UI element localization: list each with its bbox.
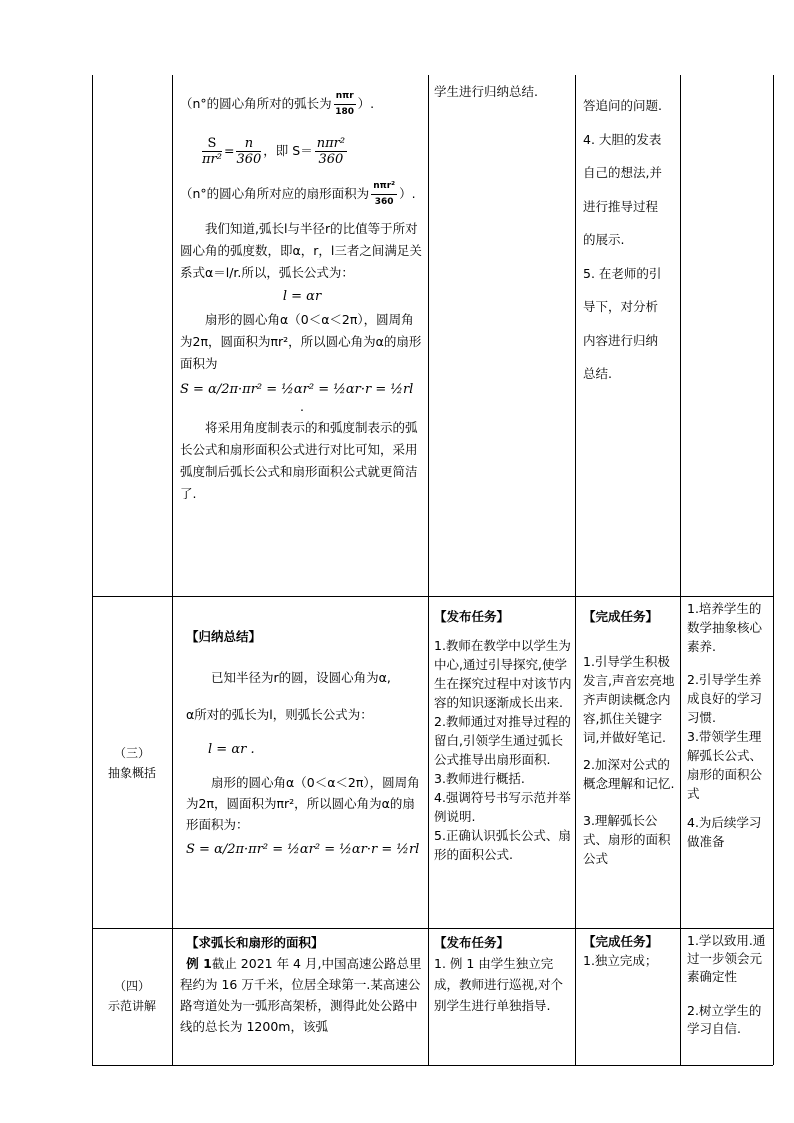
table-border-bottom: [92, 1065, 773, 1066]
row-label: （四） 示范讲解: [107, 979, 156, 1013]
arc-formula: l = αr: [282, 289, 322, 304]
content-cell: 【归纳总结】 已知半径为r的圆，设圆心角为α, α所对的弧长为l，则弧长公式为： l = αr . 扇形的圆心角α（0＜α＜2π），圆周角为2π，圆面积为πr²，所以圆心角为α的扇形面积为： S = α/2π·πr² = ½αr² = ½αr·r = ½rl: [186, 629, 420, 857]
paragraph: 我们知道,弧长l与半径r的比值等于所对圆心角的弧度数，即α，r，l三者之间满足关系式α＝l/r.所以，弧长公式为：: [180, 221, 422, 280]
row-label: （三） 抽象概括: [107, 746, 156, 780]
arc-length-note: （n°的圆心角所对的弧长为 $\frac{\text{nπr}}{180}$ ）.: [180, 91, 375, 117]
table-border-right: [773, 75, 774, 1065]
student-cell: 【完成任务】 1.独立完成；: [583, 934, 659, 968]
content-cell: 【求弧长和扇形的面积】 例 1截止 2021 年 4 月,中国高速公路总里程约为 16 万千米，位居全球第一.某高速公路弯道处为一弧形高架桥，测得此处公路中线的总长为 1200m，该弧: [180, 935, 422, 1034]
row-divider: [92, 596, 773, 597]
lesson-table: [92, 75, 773, 1065]
student-cell: 【完成任务】 1.引导学生积极发言,声音宏亮地齐声朗读概念内容,抓住关键字词,并做好笔记. 2.加深对公式的概念理解和记忆. 3.理解弧长公式、扇形的面积公式: [583, 609, 675, 866]
row-divider: [92, 928, 773, 929]
area-note: （n°的圆心角所对应的扇形面积为 $\frac{\text{nπr²}}{360}$ ）.: [180, 181, 416, 207]
teacher-cell: 【发布任务】 1.教师在教学中以学生为中心,通过引导探究,使学生在探究过程中对该节内容的知识逐渐成长出来. 2.教师通过对推导过程的留白,引领学生通过弧长公式推导出扇形面积. 3.教师进行概括. 4.强调符号书写示范并举例说明. 5.正确认识弧长公式、扇形的面积公式.: [434, 609, 572, 862]
column-divider: [680, 75, 681, 1065]
table-border-left: [92, 75, 93, 1065]
paragraph: 将采用角度制表示的和弧度制表示的弧长公式和扇形面积公式进行对比可知，采用弧度制后弧长公式和扇形面积公式就更简洁了.: [180, 420, 418, 501]
student-cell: 答追问的问题. 4. 大胆的发表 自己的想法,并 进行推导过程 的展示. 5. 在老师的引 导下，对分析 内容进行归纳 总结.: [583, 98, 662, 381]
column-divider: [172, 75, 173, 1065]
content-cell: [180, 89, 424, 505]
period: .: [300, 399, 304, 414]
intent-cell: 1.培养学生的数学抽象核心素养. 2.引导学生养成良好的学习习惯. 3.带领学生理解弧长公式、扇形的面积公式 4.为后续学习做准备: [687, 601, 763, 849]
paragraph: 扇形的圆心角α（0＜α＜2π），圆周角为2π，圆面积为πr²，所以圆心角为α的扇形面积为: [180, 312, 422, 371]
column-divider: [428, 75, 429, 1065]
column-divider: [575, 75, 576, 1065]
area-formula: S = α/2π·πr² = ½αr² = ½αr·r = ½rl: [180, 382, 414, 397]
intent-cell: 1.学以致用.通过一步领会元素确定性 2.树立学生的学习自信.: [687, 933, 766, 1036]
teacher-cell: 学生进行归纳总结.: [434, 84, 538, 99]
teacher-cell: 【发布任务】 1. 例 1 由学生独立完成，教师进行巡视,对个别学生进行单独指导.: [434, 935, 563, 1013]
area-equation: $\frac{S}{\text{πr²}}$ = $\frac{n}{360}$ ，即 S＝ $\frac{\text{nπr²}}{360}$: [202, 136, 346, 167]
